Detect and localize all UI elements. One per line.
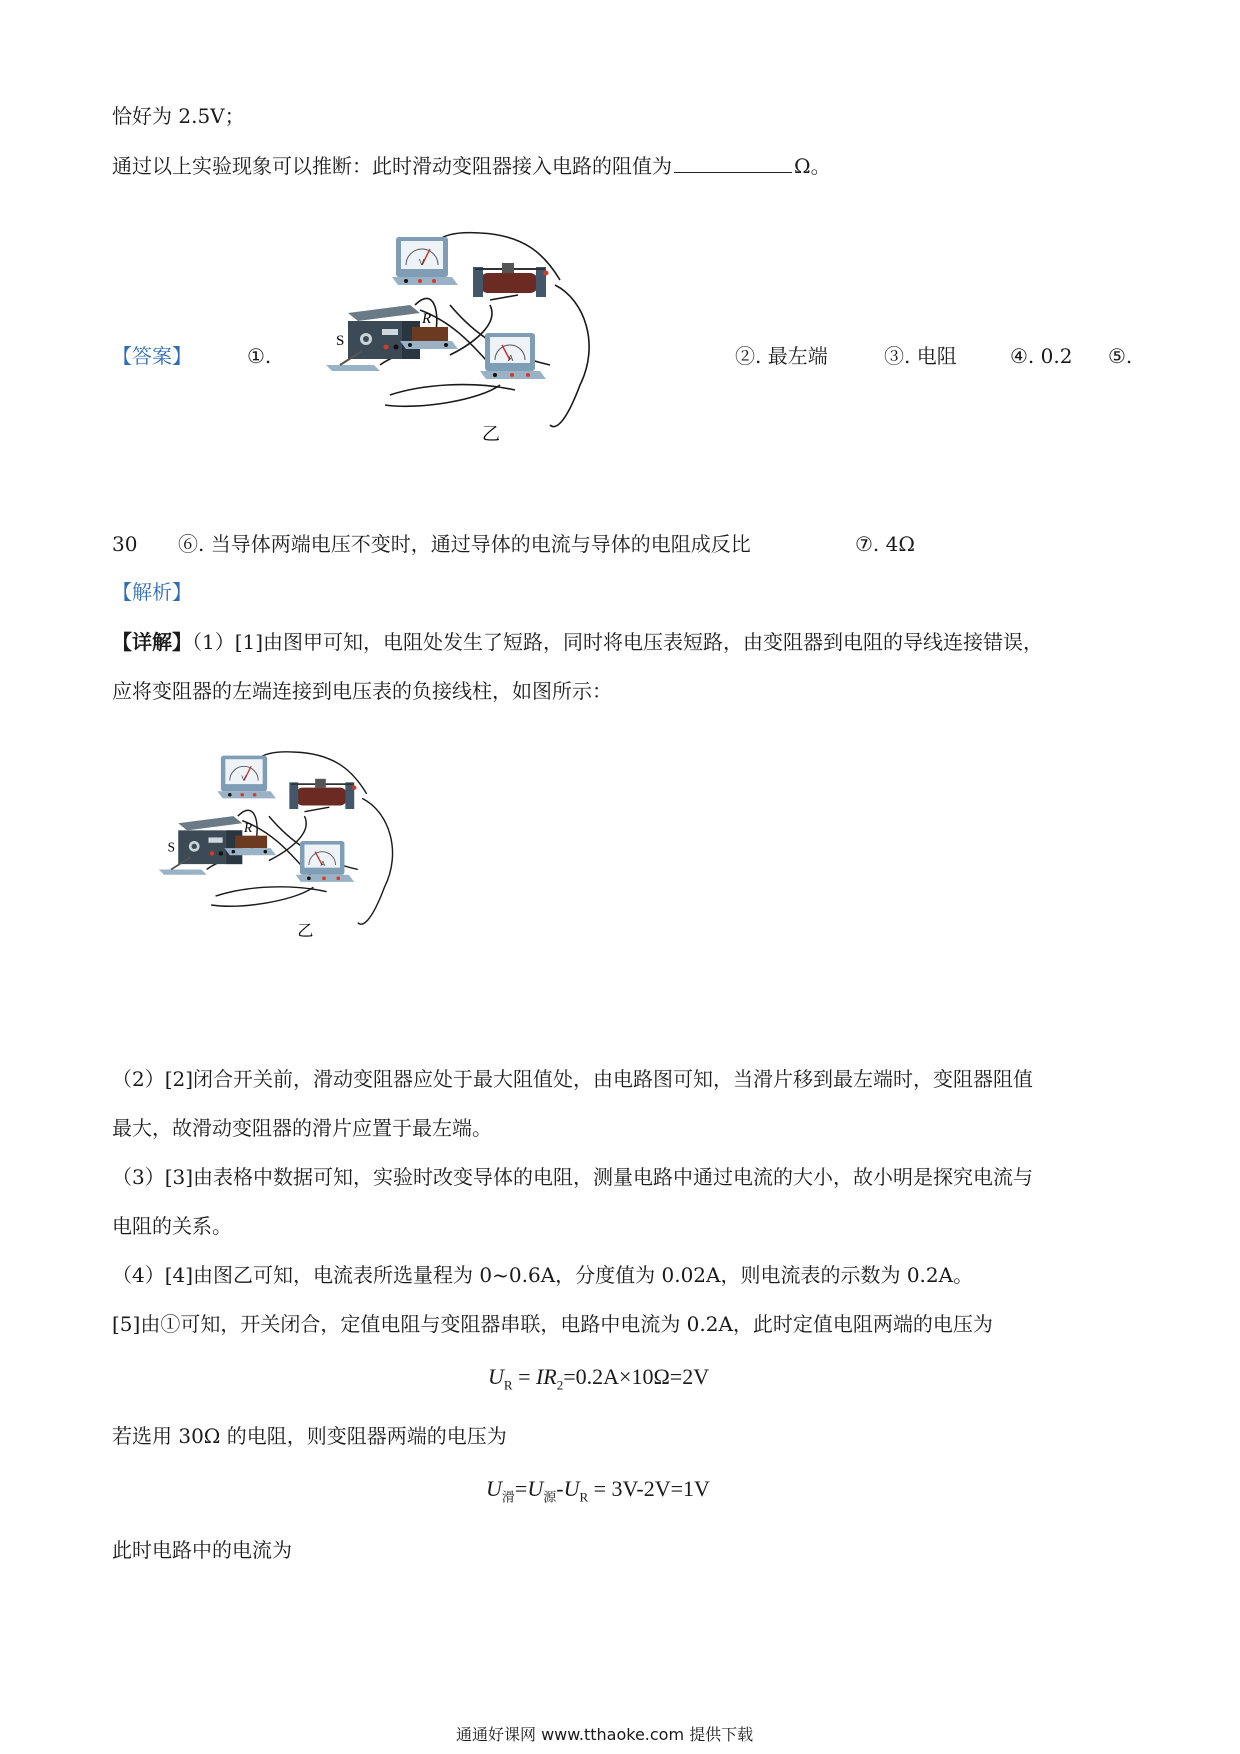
circuit-diagram-solution [165, 745, 435, 945]
answer-5: ⑤. [1108, 344, 1133, 368]
svg-text:V: V [419, 258, 425, 267]
question-number: 30 [112, 532, 138, 556]
paragraph-3-line-2: 电阻的关系。 [112, 1214, 232, 1238]
paragraph-3-line-1: （3）[3]由表格中数据可知，实验时改变导体的电阻，测量电路中通过电流的大小，故小明是探究电流与 [112, 1165, 1034, 1189]
answer-tag: 【答案】 [112, 344, 192, 368]
voltmeter [392, 237, 458, 285]
paragraph-2-line-2: 最大，故滑动变阻器的滑片应置于最左端。 [112, 1116, 492, 1140]
svg-text:S: S [336, 333, 345, 349]
detail-line-2: 应将变阻器的左端连接到电压表的负接线柱，如图所示： [112, 679, 612, 703]
question-line [112, 154, 831, 178]
answer-4: ④. 0.2 [1010, 344, 1073, 368]
formula-2: $U_滑=U_源-U_R = 3V-2V=1V$ [486, 1476, 710, 1505]
voltmeter [217, 756, 276, 799]
paragraph-4: （4）[4]由图乙可知，电流表所选量程为 0~0.6A，分度值为 0.02A，则电流表的示数为 0.2A。 [112, 1263, 974, 1287]
unit-text: Ω。 [794, 154, 831, 178]
detail-text: （1）[1]由图甲可知，电阻处发生了短路，同时将电压表短路，由变阻器到电阻的导线连接错误， [192, 630, 1044, 654]
analysis-tag: 【解析】 [112, 580, 192, 604]
ammeter [296, 841, 355, 882]
svg-text:乙: 乙 [482, 424, 500, 445]
answer-7: ⑦. 4Ω [855, 532, 915, 556]
svg-text:乙: 乙 [297, 921, 314, 941]
detail-line-1 [112, 630, 1043, 654]
answer-6: ⑥. 当导体两端电压不变时，通过导体的电流与导体的电阻成反比 [178, 532, 751, 556]
rheostat [289, 779, 356, 809]
power-supply [178, 816, 242, 864]
footer-credit: 通通好课网 www.tthaoke.com 提供下载 [456, 1725, 754, 1744]
answer-1: ①. [247, 344, 272, 368]
paragraph-2-line-1: （2）[2]闭合开关前，滑动变阻器应处于最大阻值处，由电路图可知，当滑片移到最左端时，变阻器阻值 [112, 1067, 1034, 1091]
svg-text:A: A [320, 859, 326, 868]
rheostat [473, 263, 549, 297]
circuit-diagram-answer [336, 225, 630, 450]
formula-1: $U_R = IR_2=0.2A\times 10\Omega=2V$ [488, 1364, 710, 1393]
power-supply [348, 305, 420, 359]
answer-blank [674, 156, 792, 173]
svg-text:R: R [422, 311, 432, 327]
paragraph-7: 此时电路中的电流为 [112, 1538, 292, 1562]
svg-text:R: R [244, 820, 253, 836]
answer-2: ②. 最左端 [735, 344, 828, 368]
answer-3: ③. 电阻 [884, 344, 957, 368]
detail-tag: 【详解】 [112, 630, 192, 654]
paragraph-5: [5]由①可知，开关闭合，定值电阻与变阻器串联，电路中电流为 0.2A，此时定值电阻两端的电压为 [112, 1312, 993, 1336]
svg-text:V: V [241, 774, 247, 783]
paragraph-6: 若选用 30Ω 的电阻，则变阻器两端的电压为 [112, 1424, 507, 1448]
svg-text:A: A [508, 354, 514, 363]
ammeter [480, 333, 546, 379]
question-text: 通过以上实验现象可以推断：此时滑动变阻器接入电路的阻值为 [112, 154, 672, 178]
text-line: 恰好为 2.5V； [112, 104, 245, 128]
svg-text:S: S [167, 839, 175, 855]
